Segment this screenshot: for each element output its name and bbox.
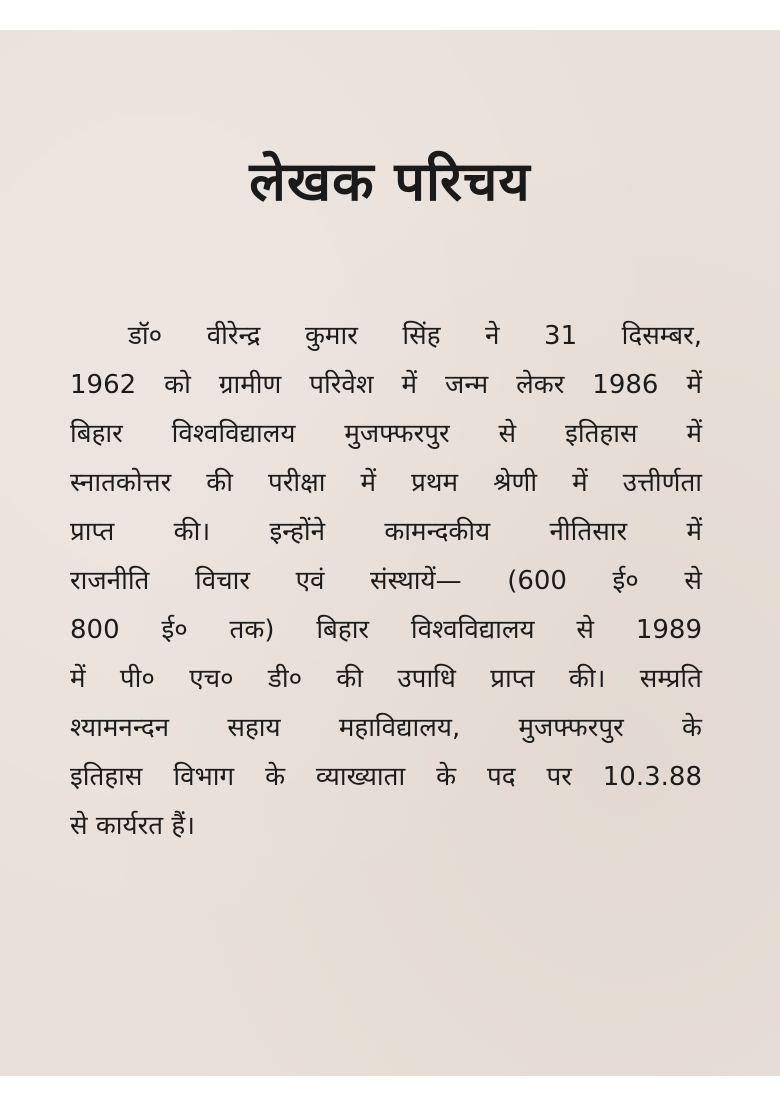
bio-line: 800 ई० तक) बिहार विश्वविद्यालय से 1989: [70, 615, 702, 645]
bio-line: इतिहास विभाग के व्याख्याता के पद पर 10.3.88: [70, 762, 702, 792]
bio-line: बिहार विश्वविद्यालय मुजफ्फरपुर से इतिहास में: [70, 419, 702, 449]
bio-line: श्यामनन्दन सहाय महाविद्यालय, मुजफ्फरपुर के: [70, 713, 702, 743]
bio-line: प्राप्त की। इन्होंने कामन्दकीय नीतिसार में: [70, 517, 702, 547]
author-bio-paragraph: [70, 312, 702, 851]
scanned-page: [0, 30, 780, 1076]
bio-line: डॉ० वीरेन्द्र कुमार सिंह ने 31 दिसम्बर,: [128, 321, 702, 351]
bio-line: राजनीति विचार एवं संस्थायें— (600 ई० से: [70, 566, 702, 596]
bio-line: से कार्यरत हैं।: [70, 811, 196, 841]
page-title: लेखक परिचय: [249, 150, 531, 213]
bio-line: स्नातकोत्तर की परीक्षा में प्रथम श्रेणी में उत्तीर्णता: [70, 468, 702, 498]
bio-line: में पी० एच० डी० की उपाधि प्राप्त की। सम्प्रति: [70, 664, 702, 694]
bio-line: 1962 को ग्रामीण परिवेश में जन्म लेकर 1986 में: [70, 370, 702, 400]
